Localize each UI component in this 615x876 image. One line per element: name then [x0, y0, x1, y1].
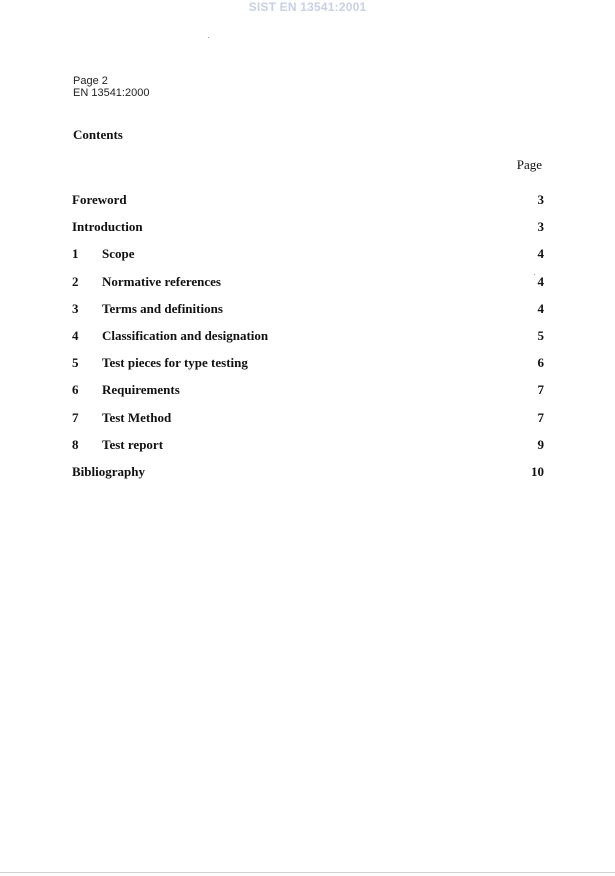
toc-entry-number: 2 [72, 273, 79, 289]
toc-entry-page: 3 [537, 192, 544, 207]
toc-entry-terms-and-definitions[interactable] [72, 301, 544, 328]
toc-entry-title: Test Method [102, 409, 172, 425]
toc-entry-title: Introduction [72, 219, 143, 235]
toc-entry-number: 6 [72, 382, 79, 398]
toc-entry-bibliography[interactable] [72, 464, 544, 491]
toc-entry-title: Foreword [72, 192, 127, 207]
toc-entry-page: 10 [531, 463, 544, 479]
toc-entry-test-report[interactable] [72, 437, 544, 464]
toc-entry-page: 4 [537, 273, 544, 289]
toc-entry-page: 6 [537, 355, 544, 371]
contents-heading: Contents [73, 127, 123, 142]
page-header [73, 75, 149, 99]
watermark: SIST EN 13541:2001 [248, 0, 367, 14]
toc-entry-test-method[interactable] [72, 410, 544, 437]
toc-entry-title: Scope [102, 246, 135, 262]
toc-entry-title: Classification and designation [102, 327, 269, 343]
toc-entry-introduction[interactable] [72, 219, 544, 246]
toc-entry-page: 7 [537, 409, 544, 425]
toc-entry-number: 8 [72, 436, 79, 452]
toc-entry-page: 7 [537, 382, 544, 398]
toc-entry-normative-references[interactable] [72, 274, 544, 301]
scan-speck [208, 37, 209, 38]
toc-entry-page: 4 [537, 246, 544, 262]
toc-entry-foreword[interactable] [72, 192, 544, 219]
toc-entry-number: 1 [72, 246, 79, 262]
toc-entry-title: Normative references [102, 273, 221, 289]
page-number-label: Page 2 [73, 75, 108, 87]
toc-entry-scope[interactable] [72, 246, 544, 273]
toc-entry-number: 3 [72, 300, 79, 316]
toc-entry-title: Test report [102, 436, 164, 452]
page-column-label: Page [516, 157, 542, 172]
toc-entry-requirements[interactable] [72, 382, 544, 409]
scan-speck [534, 274, 535, 275]
toc-entry-page: 3 [537, 219, 544, 235]
toc-entry-classification[interactable] [72, 328, 544, 355]
document-id: EN 13541:2000 [73, 87, 150, 99]
toc-entry-page: 5 [537, 327, 544, 343]
toc-entry-title: Bibliography [72, 463, 145, 479]
toc-entry-title: Test pieces for type testing [102, 355, 248, 371]
toc-entry-test-pieces[interactable] [72, 355, 544, 382]
toc-entry-number: 5 [72, 355, 79, 371]
toc-entry-number: 4 [72, 327, 79, 343]
bottom-rule [0, 872, 615, 873]
toc-entry-title: Requirements [102, 382, 180, 398]
toc-entry-page: 4 [537, 300, 544, 316]
toc-entry-title: Terms and definitions [102, 300, 223, 316]
toc-entry-page: 9 [537, 436, 544, 452]
table-of-contents [72, 192, 544, 491]
toc-entry-number: 7 [72, 409, 79, 425]
